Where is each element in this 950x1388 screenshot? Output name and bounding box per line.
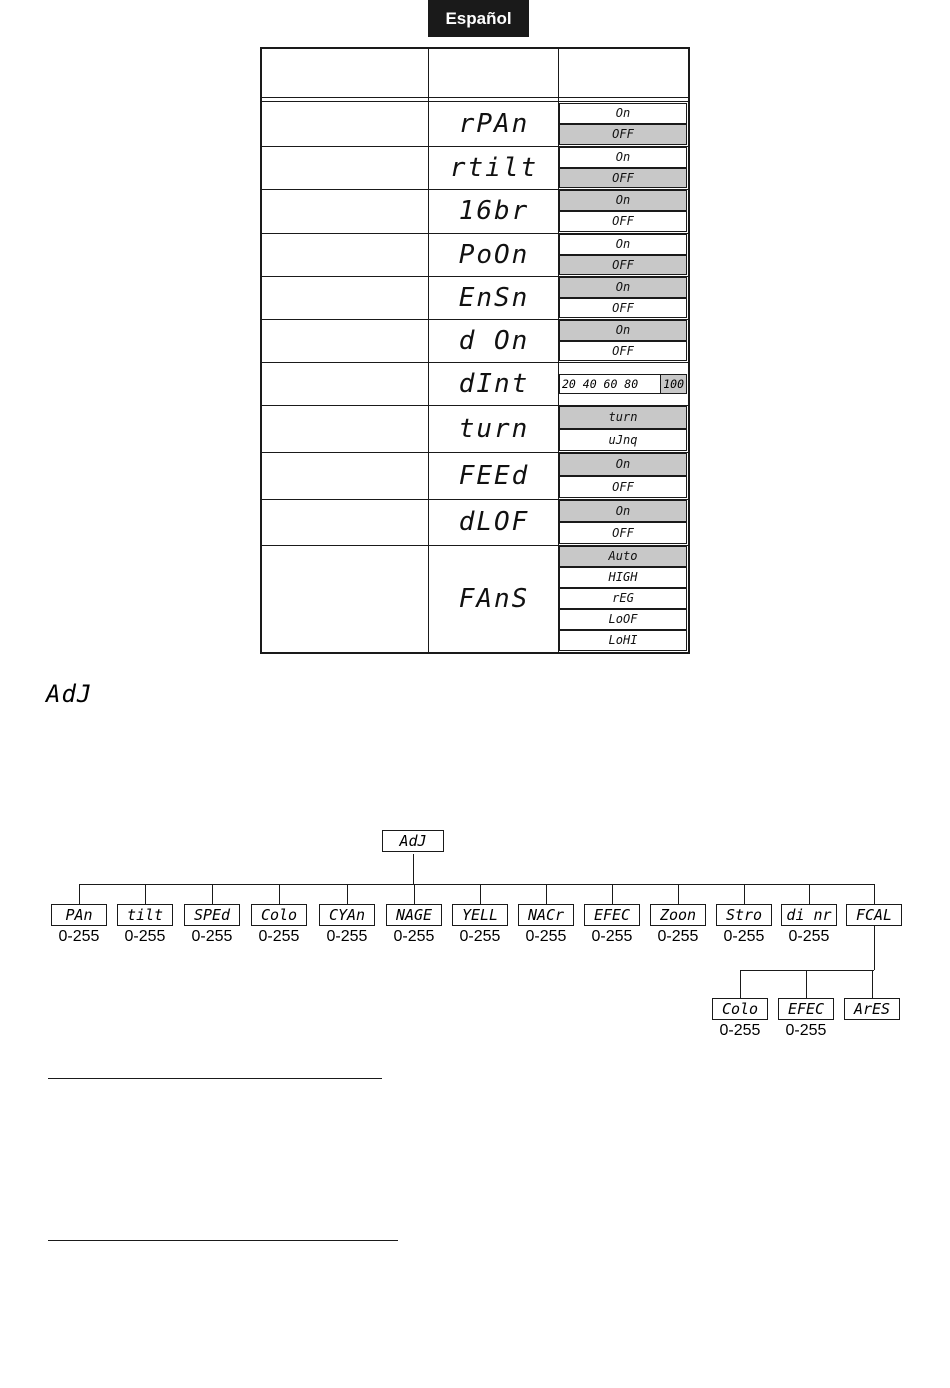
- value-range: 0-255: [191, 928, 233, 945]
- header-divider: [262, 101, 688, 102]
- fcal-child-node: EFEC: [778, 998, 834, 1020]
- menu-option: On: [559, 190, 687, 211]
- adj-child-node: tilt: [117, 904, 173, 926]
- adj-child-node: EFEC: [584, 904, 640, 926]
- menu-option: turn: [559, 406, 687, 429]
- section-rule: [48, 1240, 398, 1241]
- menu-option: On: [559, 500, 687, 522]
- tree-connector: [874, 926, 875, 970]
- tree-connector: [79, 884, 874, 885]
- menu-code: 16br: [458, 196, 530, 226]
- menu-option: OFF: [559, 476, 687, 499]
- tree-connector: [480, 884, 481, 904]
- adj-child-node: NAGE: [386, 904, 442, 926]
- value-range: 0-255: [788, 928, 830, 945]
- section-rule: [48, 1078, 382, 1079]
- value-range: 0-255: [657, 928, 699, 945]
- tree-connector: [347, 884, 348, 904]
- menu-option: OFF: [559, 522, 687, 544]
- row-divider: [262, 362, 688, 363]
- menu-option: On: [559, 147, 687, 168]
- menu-code: rPAn: [458, 109, 530, 139]
- value-range: 0-255: [124, 928, 166, 945]
- tree-connector: [413, 854, 414, 884]
- dimmer-strip: [559, 374, 687, 394]
- value-range: 0-255: [785, 1022, 827, 1039]
- tree-connector: [740, 970, 741, 998]
- adj-child-node: FCAL: [846, 904, 902, 926]
- value-range: 0-255: [591, 928, 633, 945]
- menu-code: turn: [458, 413, 530, 444]
- language-badge: Español: [428, 0, 529, 37]
- value-range: 0-255: [326, 928, 368, 945]
- menu-code: dLOF: [458, 507, 530, 537]
- menu-option: LoOF: [559, 609, 687, 630]
- menu-option: OFF: [559, 168, 687, 189]
- adj-child-node: Stro: [716, 904, 772, 926]
- adj-heading: AdJ: [46, 680, 93, 708]
- menu-option: OFF: [559, 298, 687, 319]
- adj-child-node: YELL: [452, 904, 508, 926]
- tree-connector: [872, 970, 873, 998]
- menu-option: On: [559, 277, 687, 298]
- menu-code: FAnS: [458, 583, 530, 614]
- menu-option: OFF: [559, 124, 687, 145]
- menu-code: FEEd: [458, 460, 530, 491]
- tree-connector: [212, 884, 213, 904]
- tree-connector: [414, 884, 415, 904]
- menu-option: Auto: [559, 546, 687, 567]
- value-range: 0-255: [723, 928, 765, 945]
- fcal-child-node: Colo: [712, 998, 768, 1020]
- tree-connector: [744, 884, 745, 904]
- adj-child-node: NACr: [518, 904, 574, 926]
- menu-code: PoOn: [458, 239, 530, 270]
- dimmer-values: 20 40 60 80: [562, 376, 639, 391]
- menu-option: OFF: [559, 255, 687, 276]
- menu-option: uJnq: [559, 429, 687, 452]
- menu-code: dInt: [458, 368, 530, 399]
- adj-child-node: Colo: [251, 904, 307, 926]
- tree-connector: [874, 884, 875, 904]
- menu-option: On: [559, 103, 687, 124]
- adj-child-node: CYAn: [319, 904, 375, 926]
- menu-table: [260, 47, 690, 654]
- value-range: 0-255: [719, 1022, 761, 1039]
- value-range: 0-255: [258, 928, 300, 945]
- menu-code: d On: [458, 325, 530, 356]
- menu-option: OFF: [559, 341, 687, 362]
- tree-connector: [79, 884, 80, 904]
- column-divider: [428, 49, 429, 652]
- value-range: 0-255: [58, 928, 100, 945]
- tree-connector: [678, 884, 679, 904]
- menu-option: rEG: [559, 588, 687, 609]
- tree-connector: [279, 884, 280, 904]
- tree-connector: [145, 884, 146, 904]
- tree-connector: [740, 970, 874, 971]
- dimmer-selected: 100: [660, 375, 686, 393]
- menu-code: rtilt: [449, 152, 539, 183]
- adj-child-node: Zoon: [650, 904, 706, 926]
- fcal-child-node: ArES: [844, 998, 900, 1020]
- menu-option: On: [559, 320, 687, 341]
- adj-root-node: AdJ: [382, 830, 444, 852]
- menu-option: HIGH: [559, 567, 687, 588]
- menu-option: On: [559, 234, 687, 255]
- menu-option: LoHI: [559, 630, 687, 651]
- tree-connector: [806, 970, 807, 998]
- value-range: 0-255: [459, 928, 501, 945]
- tree-connector: [809, 884, 810, 904]
- tree-connector: [546, 884, 547, 904]
- menu-option: OFF: [559, 211, 687, 232]
- adj-child-node: di nr: [781, 904, 837, 926]
- header-divider: [262, 97, 688, 98]
- adj-child-node: PAn: [51, 904, 107, 926]
- value-range: 0-255: [525, 928, 567, 945]
- menu-code: EnSn: [458, 282, 530, 313]
- adj-child-node: SPEd: [184, 904, 240, 926]
- tree-connector: [612, 884, 613, 904]
- menu-option: On: [559, 453, 687, 476]
- value-range: 0-255: [393, 928, 435, 945]
